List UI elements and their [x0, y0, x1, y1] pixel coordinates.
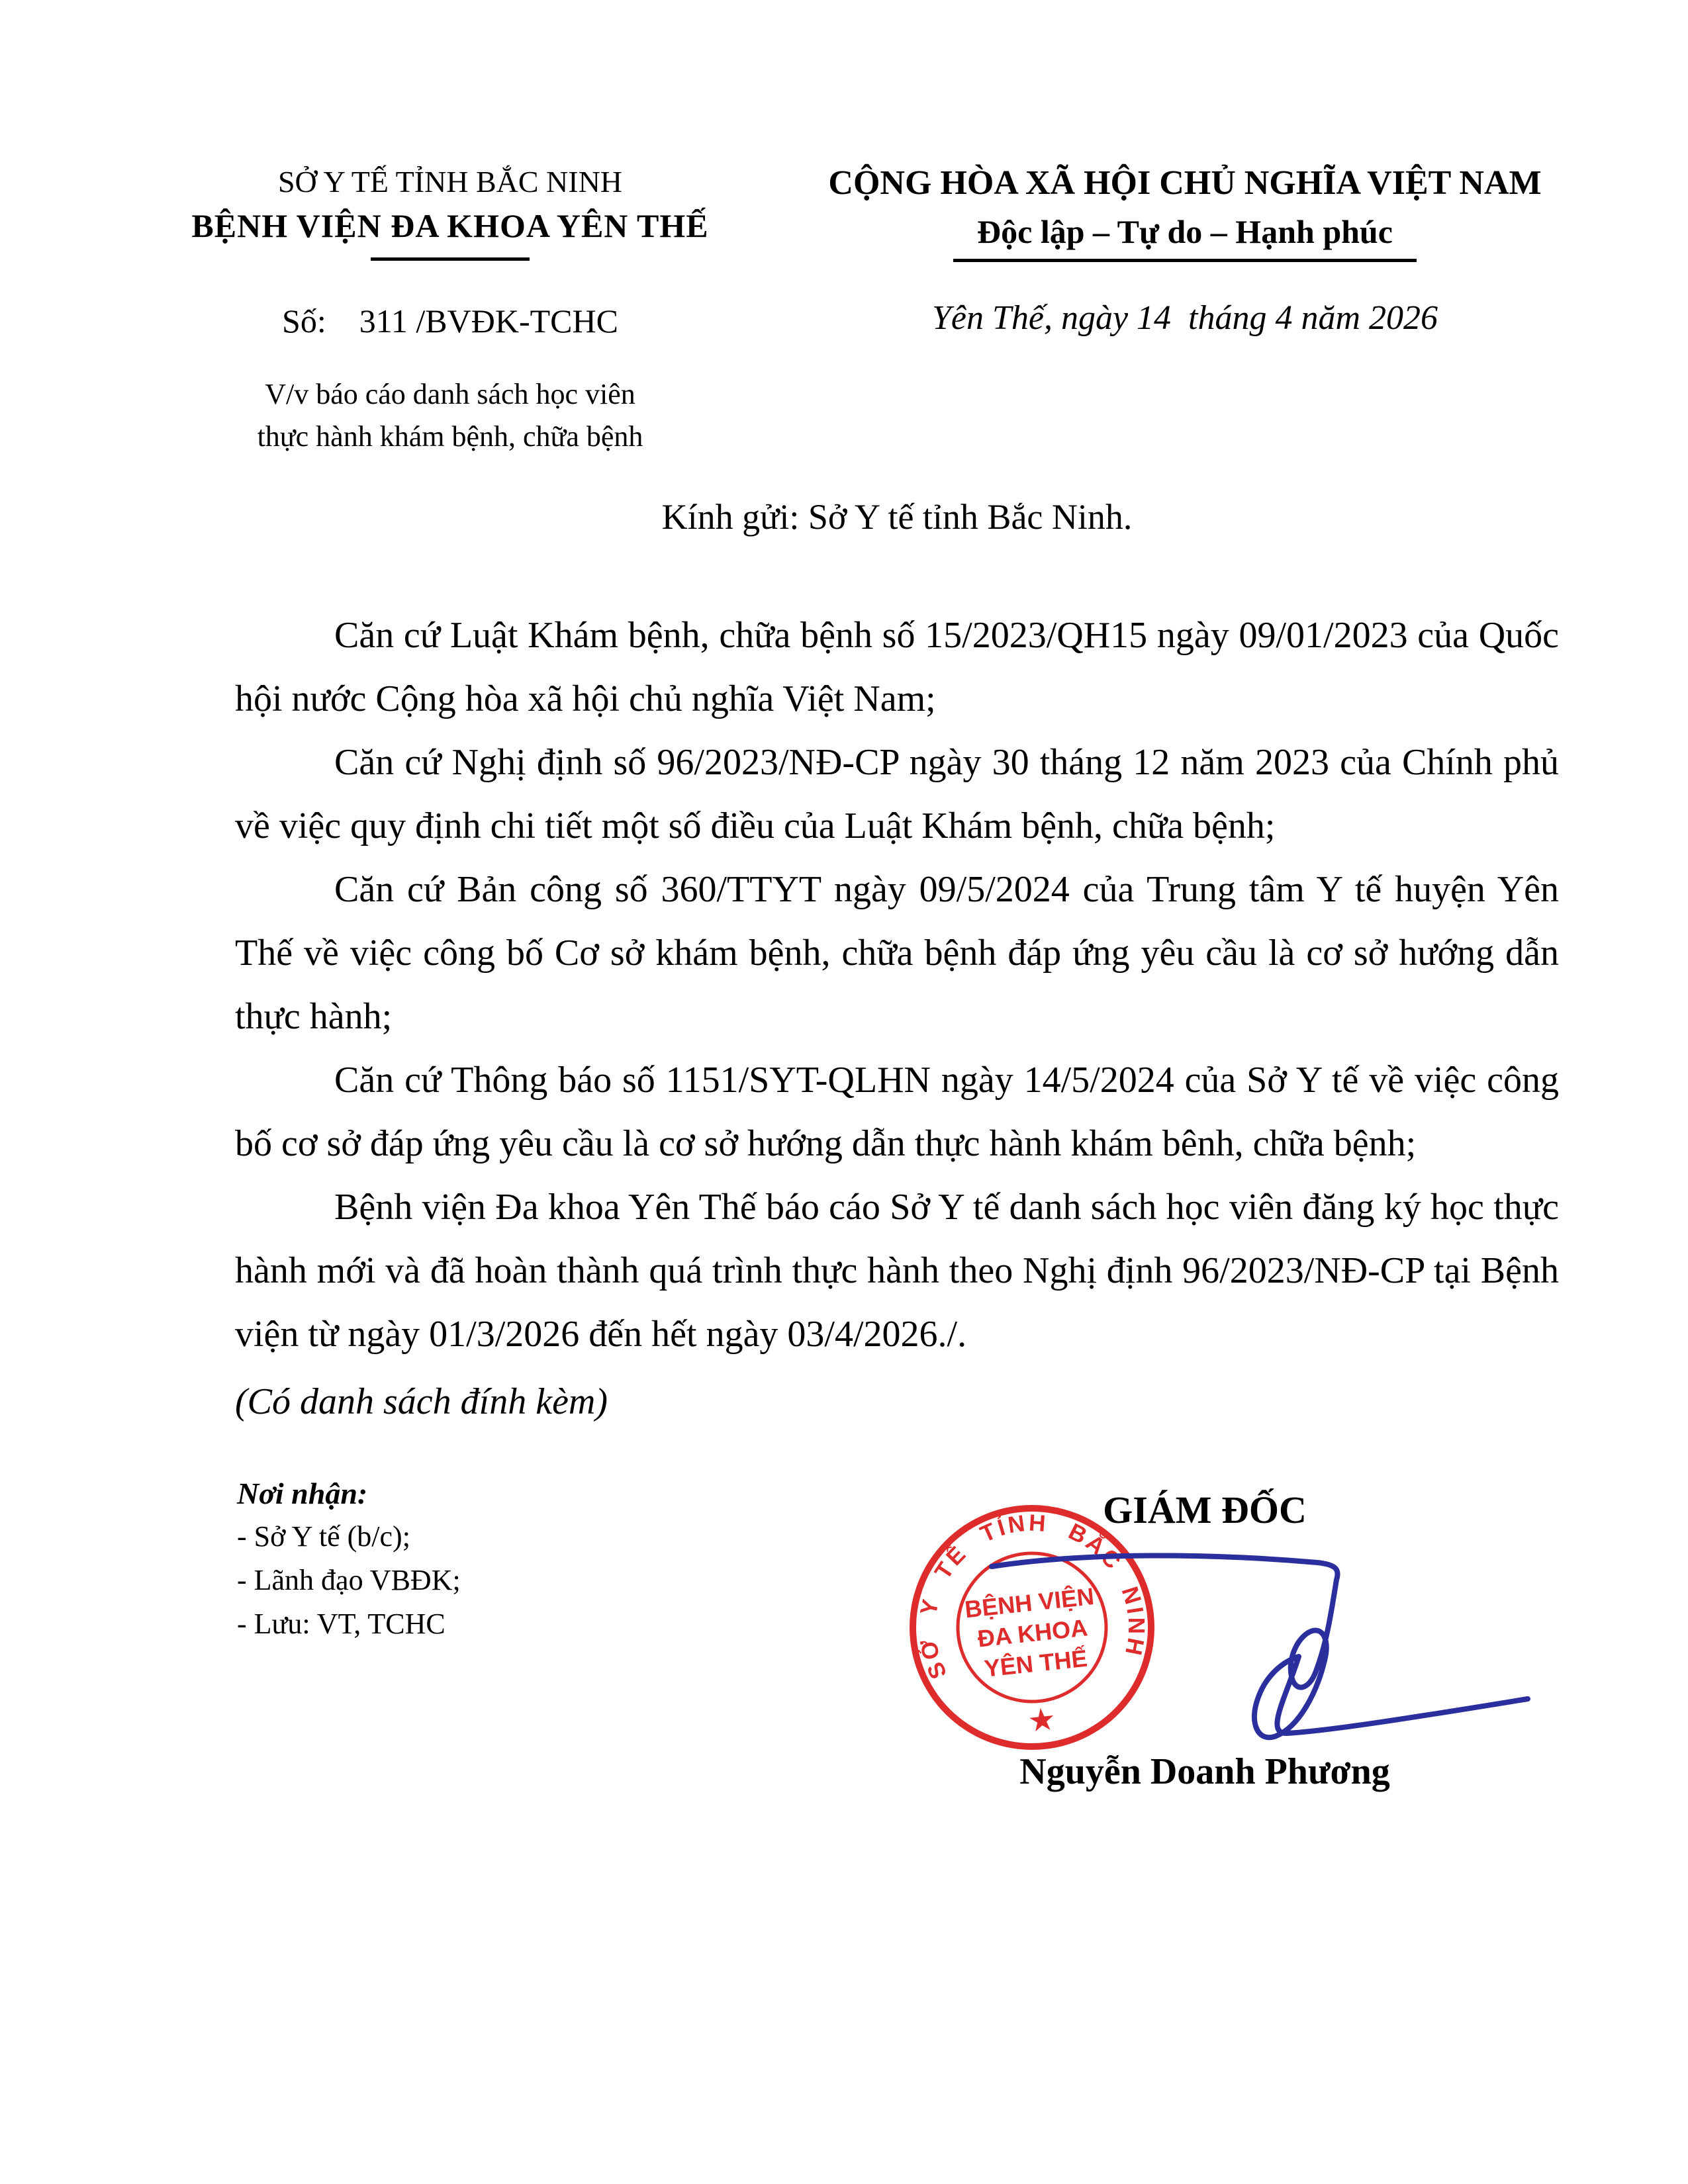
paragraph-legal-basis-4: Căn cứ Thông báo số 1151/SYT-QLHN ngày 14/5/2024 của Sở Y tế về việc công bố cơ sở đáp ứng yêu cầu là cơ sở hướng dẫn thực hành khám bênh, chữa bệnh; [235, 1060, 1559, 1164]
paragraph-legal-basis-3: Căn cứ Bản công số 360/TTYT ngày 09/5/2024 của Trung tâm Y tế huyện Yên Thế về việc công bố Cơ sở khám bệnh, chữa bệnh đáp ứng yêu cầu là cơ sở hướng dẫn thực hành; [235, 869, 1559, 1037]
paragraph-report-content: Bệnh viện Đa khoa Yên Thế báo cáo Sở Y tế danh sách học viên đăng ký học thực hành mới và đã hoàn thành quá trình thực hành theo Nghị định 96/2023/NĐ-CP tại Bệnh viện từ ngày 01/3/2026 đến hết ngày 03/4/2026./. [235, 1187, 1559, 1355]
national-header-block [781, 162, 1589, 458]
paragraph-legal-basis-1: Căn cứ Luật Khám bệnh, chữa bệnh số 15/2023/QH15 ngày 09/01/2023 của Quốc hội nước Cộng hòa xã hội chủ nghĩa Việt Nam; [235, 615, 1559, 719]
signature-stroke [992, 1555, 1528, 1737]
recipients-label: Nơi nhận: [237, 1477, 368, 1510]
parent-org-name: SỞ Y TẾ TỈNH BẮC NINH [277, 165, 623, 199]
motto-underline-rule [953, 259, 1417, 262]
subject-block [119, 373, 781, 458]
stamp-center-line-2: ĐA KHOA [976, 1614, 1089, 1653]
recipient-item-1: - Sở Y tế (b/c); [237, 1520, 410, 1553]
issuing-org-block [119, 162, 781, 458]
national-title: CỘNG HÒA XÃ HỘI CHỦ NGHĨA VIỆT NAM [828, 164, 1542, 202]
signer-title: GIÁM ĐỐC [1103, 1488, 1307, 1531]
signer-name: Nguyễn Doanh Phương [1019, 1751, 1390, 1792]
subject-line-1: V/v báo cáo danh sách học viên [265, 378, 635, 410]
recipient-item-2: - Lãnh đạo VBĐK; [237, 1564, 461, 1596]
recipient-item-3: - Lưu: VT, TCHC [237, 1608, 445, 1640]
paragraph-legal-basis-2: Căn cứ Nghị định số 96/2023/NĐ-CP ngày 30 tháng 12 năm 2023 của Chính phủ về việc quy định chi tiết một số điều của Luật Khám bệnh, chữa bệnh; [235, 742, 1559, 846]
org-underline-rule [371, 257, 530, 261]
recipients-block [237, 1473, 461, 1646]
stamp-star-icon: ★ [1027, 1703, 1056, 1737]
stamp-center-line-3: YÊN THẾ [982, 1644, 1089, 1682]
attachment-note: (Có danh sách đính kèm) [235, 1381, 608, 1422]
letter-body [235, 604, 1559, 1433]
stamp-ring-text: SỞ Y TẾ TỈNH BẮC NINH [914, 1510, 1150, 1683]
recipient-line: Kính gửi: Sở Y tế tỉnh Bắc Ninh. [661, 497, 1133, 537]
national-motto: Độc lập – Tự do – Hạnh phúc [977, 213, 1393, 250]
hospital-name: BỆNH VIỆN ĐA KHOA YÊN THẾ [191, 207, 709, 244]
letter-header [0, 162, 1688, 458]
subject-line-2: thực hành khám bệnh, chữa bệnh [257, 420, 643, 453]
document-number: Số: 311 /BVĐK-TCHC [282, 302, 618, 340]
place-date-line: Yên Thế, ngày 14 tháng 4 năm 2026 [931, 299, 1438, 337]
director-signature [973, 1532, 1536, 1751]
stamp-center-line-1: BỆNH VIỆN [963, 1582, 1096, 1623]
